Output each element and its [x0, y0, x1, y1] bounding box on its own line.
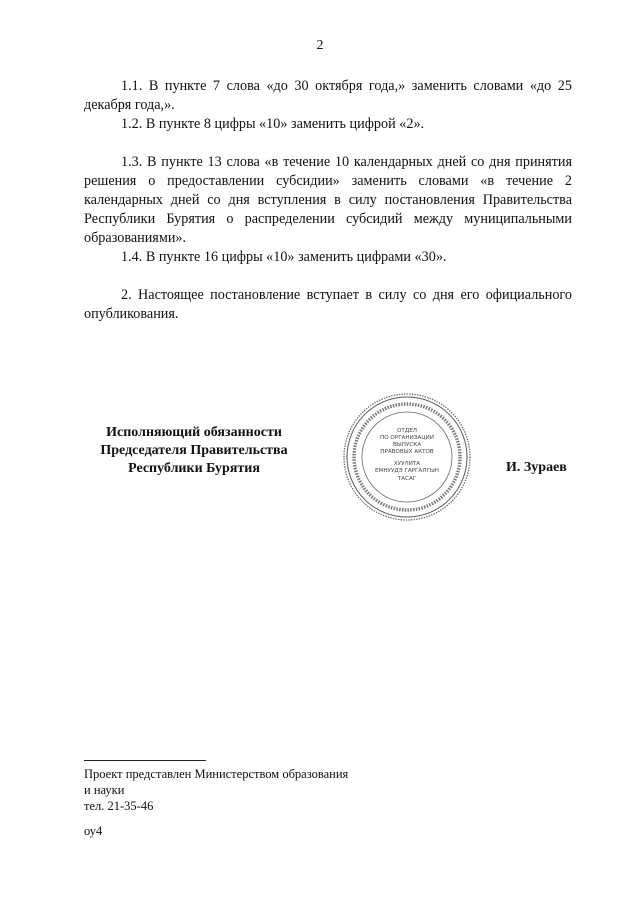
paragraph-1-1: 1.1. В пункте 7 слова «до 30 октября года,» заменить словами «до 25 декабря года,». — [84, 78, 572, 113]
document-body — [84, 77, 572, 324]
signer-name: И. Зураев — [506, 460, 567, 475]
signer-title-line-2: Председателя Правительства — [100, 443, 288, 458]
footnote-divider — [84, 760, 206, 761]
paragraph-1-3: 1.3. В пункте 13 слова «в течение 10 календарных дней со дня принятия решения о предоставлении субсидии» заменить словами «в течение 2 календарных дней со дня вступления в силу постановления Правительства Республики Бурятия о распределении субсидий между муниципальными образованиями». — [84, 154, 572, 246]
page-number: 2 — [316, 38, 324, 53]
stamp-center-line-2: ПО ОРГАНИЗАЦИИ — [380, 435, 434, 441]
stamp-center-line-4: ПРАВОВЫХ АКТОВ — [380, 449, 434, 455]
signer-title-line-1: Исполняющий обязанности — [106, 425, 282, 440]
stamp-center-line-7: ТАСАГ — [397, 476, 417, 482]
official-seal-stamp — [342, 392, 472, 522]
paragraph-1-4: 1.4. В пункте 16 цифры «10» заменить цифрами «30». — [121, 249, 447, 265]
stamp-center-line-5: ХУУЛИТА — [393, 461, 421, 467]
signer-title — [84, 424, 304, 478]
signer-title-line-3: Республики Бурятия — [128, 461, 260, 476]
footnote-line-1: Проект представлен Министерством образования — [84, 767, 349, 781]
footnote-code: оу4 — [84, 824, 103, 838]
stamp-center-line-1: ОТДЕЛ — [397, 428, 417, 434]
footnote-line-2: и науки — [84, 783, 125, 797]
stamp-center-line-3: ВЫПУСКА — [392, 442, 422, 448]
stamp-center-line-6: ЕМНУУДЭ ГАРГАЛГЫН — [374, 468, 440, 474]
stamp-ring-text — [354, 404, 460, 510]
footnote — [84, 766, 348, 839]
footnote-phone: тел. 21-35-46 — [84, 799, 154, 813]
paragraph-2: 2. Настоящее постановление вступает в силу со дня его официального опубликования. — [84, 287, 572, 322]
paragraph-1-2: 1.2. В пункте 8 цифры «10» заменить цифрой «2». — [121, 116, 425, 132]
